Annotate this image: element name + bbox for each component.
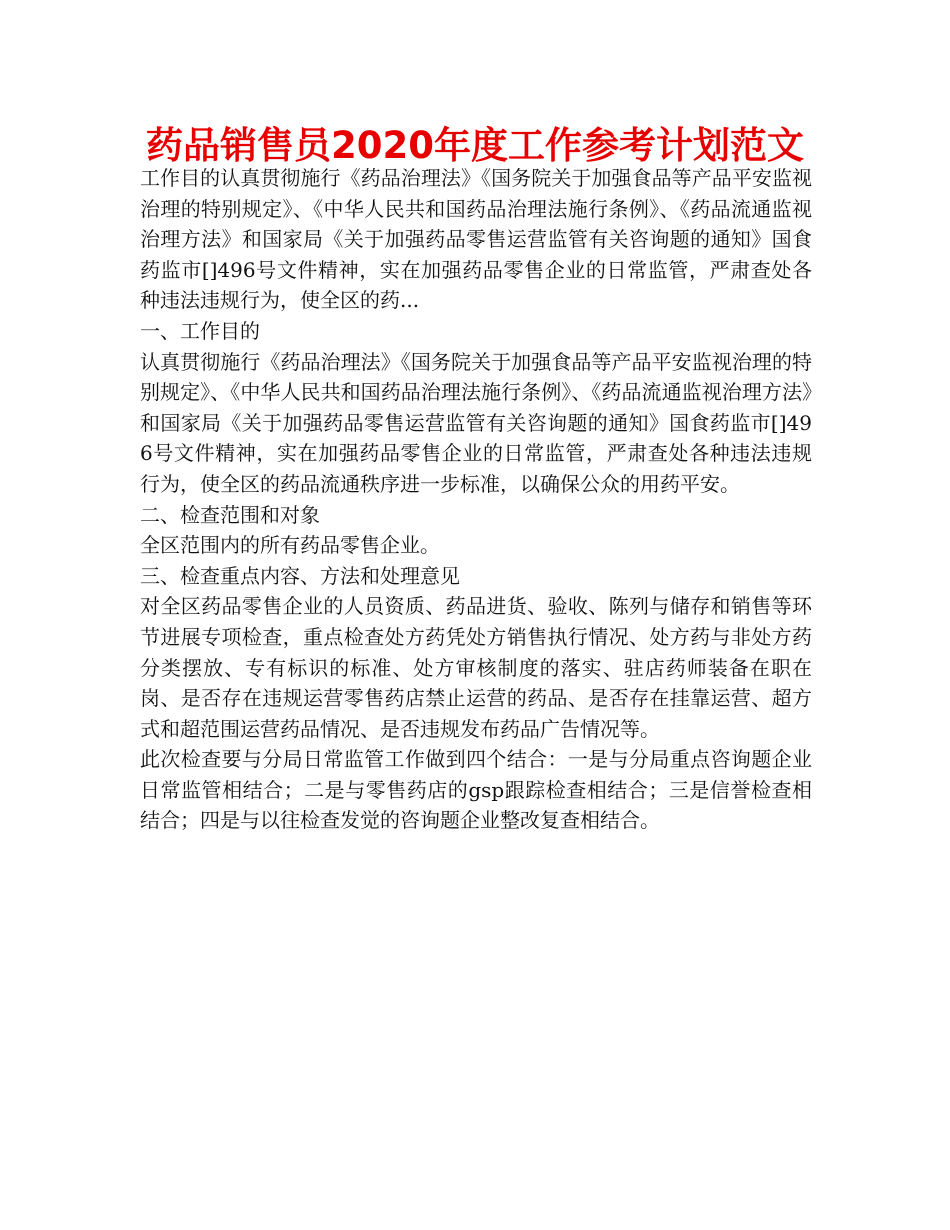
section-heading-2: 二、检查范围和对象 bbox=[140, 502, 320, 527]
section-3-paragraph-2: 此次检查要与分局日常监管工作做到四个结合：一是与分局重点咨询题企业日常监管相结合；二是与零售药店的gsp跟踪检查相结合；三是信誉检查相结合；四是与以往检查发觉的咨询题企业整改复查相结合。 bbox=[140, 747, 812, 833]
page-title: 药品销售员2020年度工作参考计划范文 bbox=[146, 124, 804, 167]
section-3-paragraph: 对全区药品零售企业的人员资质、药品进货、验收、陈列与储存和销售等环节进展专项检查，重点检查处方药凭处方销售执行情况、处方药与非处方药分类摆放、专有标识的标准、处方审核制度的落实、驻店药师装备在职在岗、是否存在违规运营零售药店禁止运营的药品、是否存在挂靠运营、超方式和超范围运营药品情况、是否违规发布药品广告情况等。 bbox=[140, 594, 812, 741]
section-heading-1: 一、工作目的 bbox=[140, 318, 260, 343]
section-2-paragraph: 全区范围内的所有药品零售企业。 bbox=[140, 533, 440, 558]
document-body bbox=[140, 163, 812, 836]
section-1-paragraph: 认真贯彻施行《药品治理法》《国务院关于加强食品等产品平安监视治理的特别规定》、《中华人民共和国药品治理法施行条例》、《药品流通监视治理方法》和国家局《关于加强药品零售运营监管有关咨询题的通知》国食药监市[]496号文件精神，实在加强药品零售企业的日常监管，严肃查处各种违法违规行为，使全区的药品流通秩序进一步标准，以确保公众的用药平安。 bbox=[140, 349, 812, 496]
intro-paragraph: 工作目的认真贯彻施行《药品治理法》《国务院关于加强食品等产品平安监视治理的特别规定》、《中华人民共和国药品治理法施行条例》、《药品流通监视治理方法》和国家局《关于加强药品零售运营监管有关咨询题的通知》国食药监市[]496号文件精神，实在加强药品零售企业的日常监管，严肃查处各种违法违规行为，使全区的药... bbox=[140, 166, 812, 313]
section-heading-3: 三、检查重点内容、方法和处理意见 bbox=[140, 563, 460, 588]
